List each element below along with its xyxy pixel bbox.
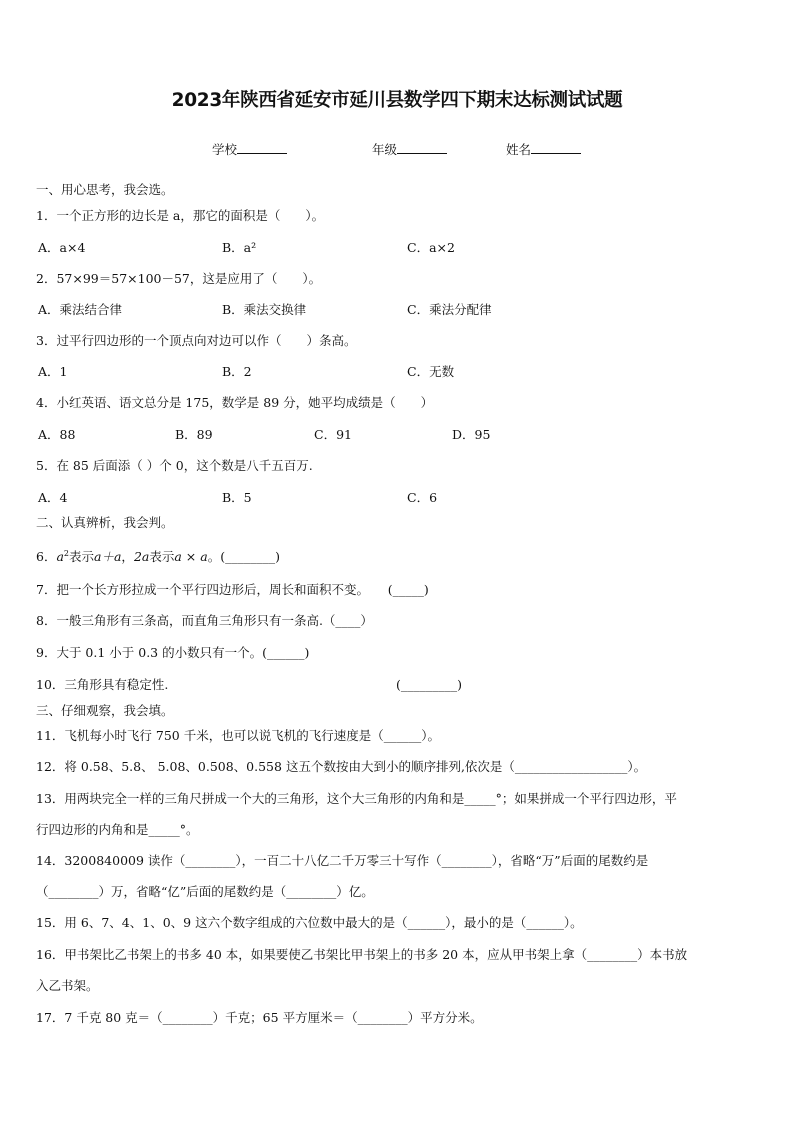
school-label: 学校: [212, 142, 238, 157]
q1-option-a[interactable]: A．a×4: [38, 240, 86, 255]
question-4-options: [36, 427, 758, 443]
name-label: 姓名: [506, 142, 532, 157]
name-field[interactable]: [506, 140, 581, 158]
q3-option-a[interactable]: A．1: [38, 364, 68, 379]
question-5: 5．在 85 后面添（ ）个 0，这个数是八千五百万.: [36, 458, 313, 473]
question-11: 11．飞机每小时飞行 750 千米，也可以说飞机的飞行速度是（______）。: [36, 728, 440, 743]
q1-option-b[interactable]: B．a²: [222, 240, 257, 255]
question-5-options: [36, 490, 758, 506]
question-1: 1．一个正方形的边长是 a，那它的面积是（ ）。: [36, 208, 325, 223]
q10-answer-blank[interactable]: (_________): [396, 677, 463, 692]
q2-option-c[interactable]: C．乘法分配律: [407, 302, 492, 317]
question-16-line-1: 16．甲书架比乙书架上的书多 40 本，如果要使乙书架比甲书架上的书多 20 本，应从甲书架上拿（________）本书放: [36, 947, 688, 962]
question-2-options: [36, 302, 758, 318]
question-15: 15．用 6、7、4、1、0、9 这六个数字组成的六位数中最大的是（______），最小的是（______）。: [36, 915, 583, 930]
q4-option-b[interactable]: B．89: [175, 427, 213, 442]
q6-means-2: 表示: [149, 549, 175, 565]
page-title: 2023年陕西省延安市延川县数学四下期末达标测试试题: [171, 90, 623, 111]
q6-exponent: 2: [63, 549, 69, 558]
q6-separator: ，: [121, 549, 134, 565]
q5-option-b[interactable]: B．5: [222, 490, 252, 505]
q10-text: 10．三角形具有稳定性.: [36, 677, 169, 692]
q1-option-c[interactable]: C．a×2: [407, 240, 455, 255]
question-4: 4．小红英语、语文总分是 175，数学是 89 分，她平均成绩是（ ）: [36, 395, 434, 410]
q6-number: 6．: [36, 549, 57, 565]
q6-2a: 2a: [133, 549, 150, 565]
question-3: 3．过平行四边形的一个顶点向对边可以作（ ）条高。: [36, 333, 357, 348]
grade-field[interactable]: [372, 140, 447, 158]
q3-option-b[interactable]: B．2: [222, 364, 252, 379]
school-field[interactable]: [212, 140, 287, 158]
question-17: 17．7 千克 80 克＝（________）千克；65 平方厘米＝（________）平方分米。: [36, 1010, 483, 1025]
section-1-heading: 一、用心思考，我会选。: [36, 182, 174, 197]
question-9: 9．大于 0.1 小于 0.3 的小数只有一个。(______): [36, 645, 310, 660]
q4-option-c[interactable]: C．91: [314, 427, 352, 442]
question-7: 7．把一个长方形拉成一个平行四边形后，周长和面积不变。 (_____): [36, 582, 429, 597]
section-2-heading: 二、认真辨析，我会判。: [36, 515, 174, 530]
question-8: 8．一般三角形有三条高，而直角三角形只有一条高.（____）: [36, 613, 373, 628]
q4-option-a[interactable]: A．88: [38, 427, 76, 442]
question-3-options: [36, 364, 758, 380]
q2-option-b[interactable]: B．乘法交换律: [222, 302, 307, 317]
question-16-line-2: 入乙书架。: [36, 978, 99, 993]
question-12: 12．将 0.58、5.8、 5.08、0.508、0.558 这五个数按由大到小的顺序排列,依次是（__________________）。: [36, 759, 647, 774]
question-14-line-1: 14．3200840009 读作（________），一百二十八亿二千万零三十写作（________），省略“万”后面的尾数约是: [36, 853, 649, 868]
question-10: [36, 677, 758, 693]
question-13-line-1: 13．用两块完全一样的三角尺拼成一个大的三角形，这个大三角形的内角和是_____°；如果拼成一个平行四边形，平: [36, 791, 677, 806]
question-14-line-2: （________）万，省略“亿”后面的尾数约是（________）亿。: [36, 884, 374, 899]
question-6: [36, 546, 758, 565]
q6-a: a: [56, 549, 64, 565]
q6-a-times-a: a × a: [174, 549, 208, 565]
q5-option-a[interactable]: A．4: [38, 490, 68, 505]
q6-means-1: 表示: [69, 549, 95, 565]
q6-answer-blank[interactable]: 。(________): [207, 549, 280, 565]
section-3-heading: 三、仔细观察，我会填。: [36, 703, 174, 718]
q6-a-plus-a: a＋a: [94, 549, 122, 565]
q4-option-d[interactable]: D．95: [452, 427, 491, 442]
q5-option-c[interactable]: C．6: [407, 490, 438, 505]
question-1-options: [36, 240, 758, 256]
question-13-line-2: 行四边形的内角和是_____°。: [36, 822, 199, 837]
question-2: 2．57×99＝57×100－57，这是应用了（ ）。: [36, 271, 322, 286]
student-info-row: [0, 140, 794, 160]
q2-option-a[interactable]: A．乘法结合律: [38, 302, 123, 317]
q3-option-c[interactable]: C．无数: [407, 364, 455, 379]
grade-label: 年级: [372, 142, 398, 157]
